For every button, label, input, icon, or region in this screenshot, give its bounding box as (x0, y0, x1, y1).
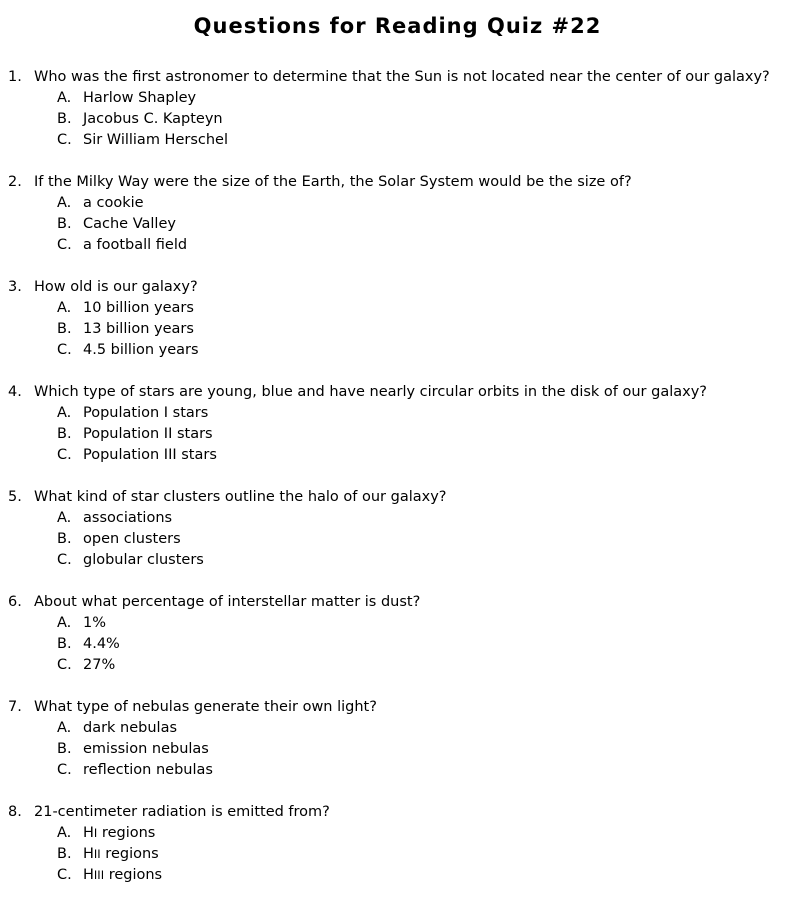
option-letter: A. (57, 90, 72, 106)
option-suffix: regions (100, 846, 159, 862)
answer-option-c (0, 865, 795, 886)
answer-option-a (0, 193, 795, 214)
question-number: 1. (8, 69, 22, 85)
answer-option-c (0, 340, 795, 361)
option-letter: B. (57, 636, 72, 652)
question-text: What kind of star clusters outline the halo of our galaxy? (34, 489, 447, 505)
option-text: Population II stars (83, 426, 213, 442)
option-letter: C. (57, 867, 72, 883)
answer-option-c (0, 550, 795, 571)
question-1 (0, 67, 795, 172)
option-small-caps: II (93, 847, 101, 861)
answer-option-a (0, 403, 795, 424)
answer-option-c (0, 760, 795, 781)
option-text: emission nebulas (83, 741, 209, 757)
option-letter: B. (57, 741, 72, 757)
option-prefix: H (83, 846, 94, 862)
option-suffix: regions (104, 867, 163, 883)
answer-option-b (0, 634, 795, 655)
option-text: 13 billion years (83, 321, 194, 337)
option-letter: C. (57, 132, 72, 148)
answer-option-c (0, 130, 795, 151)
option-text: globular clusters (83, 552, 204, 568)
answer-option-a (0, 298, 795, 319)
question-text: Who was the first astronomer to determine that the Sun is not located near the center of our galaxy? (34, 69, 770, 85)
option-prefix: H (83, 825, 94, 841)
answer-option-b (0, 529, 795, 550)
option-text: Cache Valley (83, 216, 176, 232)
question-7 (0, 697, 795, 802)
option-text: a football field (83, 237, 188, 253)
answer-option-a (0, 508, 795, 529)
option-text (83, 865, 162, 886)
option-letter: C. (57, 552, 72, 568)
question-2 (0, 172, 795, 277)
option-letter: A. (57, 300, 72, 316)
question-8 (0, 802, 795, 907)
answer-option-b (0, 844, 795, 865)
option-text: Population I stars (83, 405, 209, 421)
question-text: Which type of stars are young, blue and have nearly circular orbits in the disk of our galaxy? (34, 384, 707, 400)
option-letter: B. (57, 846, 72, 862)
option-letter: A. (57, 510, 72, 526)
option-small-caps: III (93, 868, 105, 882)
question-number: 4. (8, 384, 22, 400)
answer-option-c (0, 445, 795, 466)
question-6 (0, 592, 795, 697)
option-text: dark nebulas (83, 720, 178, 736)
question-number: 2. (8, 174, 22, 190)
option-text: open clusters (83, 531, 181, 547)
option-letter: C. (57, 657, 72, 673)
answer-option-a (0, 823, 795, 844)
question-5 (0, 487, 795, 592)
answer-option-c (0, 655, 795, 676)
option-text: 1% (83, 615, 107, 631)
question-number: 5. (8, 489, 22, 505)
option-letter: B. (57, 216, 72, 232)
option-text (83, 823, 155, 844)
question-text: 21-centimeter radiation is emitted from? (34, 804, 330, 820)
question-number: 6. (8, 594, 22, 610)
option-letter: A. (57, 195, 72, 211)
option-text (83, 844, 159, 865)
option-text: 27% (83, 657, 116, 673)
question-text: About what percentage of interstellar matter is dust? (34, 594, 421, 610)
option-text: associations (83, 510, 173, 526)
option-letter: C. (57, 237, 72, 253)
option-letter: A. (57, 405, 72, 421)
question-3 (0, 277, 795, 382)
answer-option-b (0, 214, 795, 235)
question-4 (0, 382, 795, 487)
answer-option-a (0, 613, 795, 634)
option-text: reflection nebulas (83, 762, 213, 778)
option-letter: C. (57, 762, 72, 778)
option-text: Sir William Herschel (83, 132, 229, 148)
option-letter: B. (57, 426, 72, 442)
question-text: If the Milky Way were the size of the Earth, the Solar System would be the size of? (34, 174, 632, 190)
option-suffix: regions (97, 825, 156, 841)
option-text: Population III stars (83, 447, 217, 463)
option-letter: B. (57, 111, 72, 127)
answer-option-b (0, 424, 795, 445)
option-letter: A. (57, 615, 72, 631)
question-text: How old is our galaxy? (34, 279, 198, 295)
answer-option-a (0, 718, 795, 739)
question-number: 8. (8, 804, 22, 820)
answer-option-b (0, 109, 795, 130)
option-text: 4.5 billion years (83, 342, 199, 358)
option-text: Jacobus C. Kapteyn (83, 111, 223, 127)
question-number: 7. (8, 699, 22, 715)
option-letter: C. (57, 447, 72, 463)
option-letter: B. (57, 321, 72, 337)
option-text: Harlow Shapley (83, 90, 197, 106)
option-letter: A. (57, 825, 72, 841)
option-text: a cookie (83, 195, 144, 211)
question-text: What type of nebulas generate their own light? (34, 699, 377, 715)
option-prefix: H (83, 867, 94, 883)
option-small-caps: I (93, 826, 98, 840)
answer-option-c (0, 235, 795, 256)
answer-option-a (0, 88, 795, 109)
answer-option-b (0, 739, 795, 760)
option-letter: B. (57, 531, 72, 547)
question-list (0, 67, 795, 907)
option-text: 4.4% (83, 636, 120, 652)
option-text: 10 billion years (83, 300, 194, 316)
answer-option-b (0, 319, 795, 340)
page-title: Questions for Reading Quiz #22 (193, 14, 602, 38)
option-letter: C. (57, 342, 72, 358)
question-number: 3. (8, 279, 22, 295)
option-letter: A. (57, 720, 72, 736)
